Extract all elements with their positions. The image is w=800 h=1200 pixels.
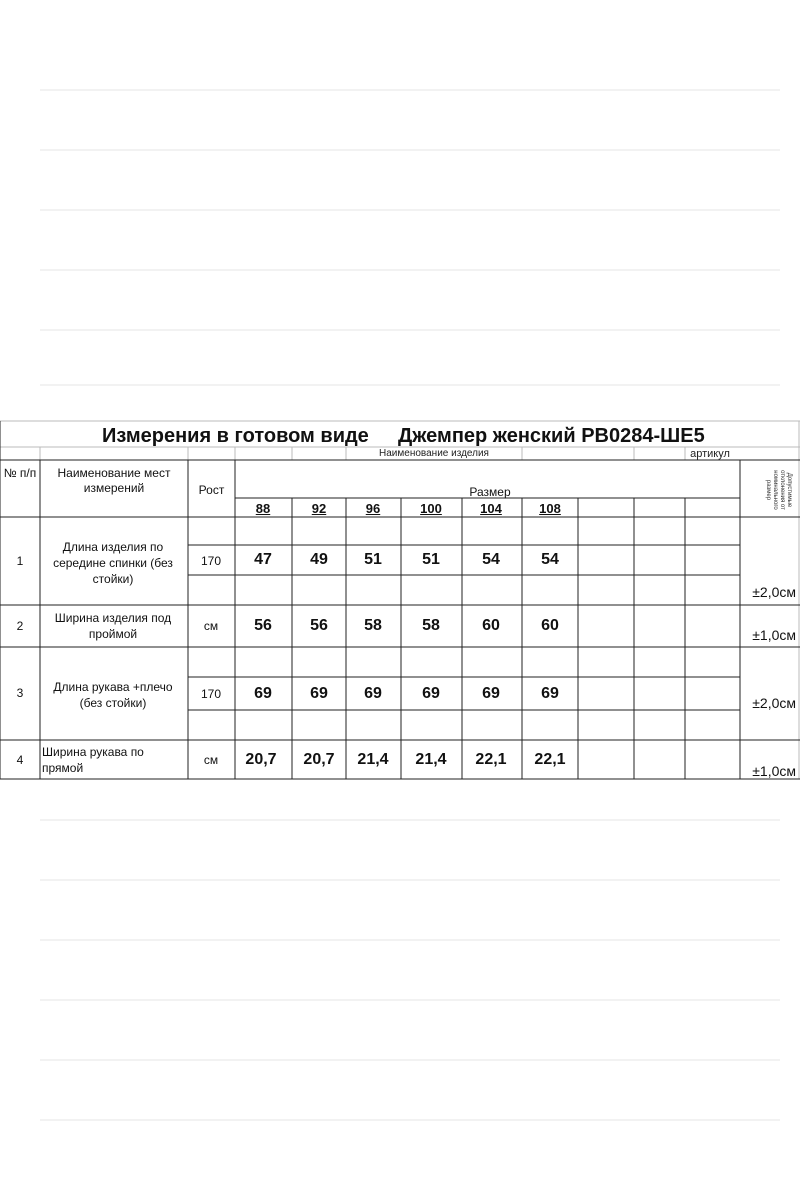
value-cell: 69 [422,685,440,702]
col-header-place: Наименование мест измерений [57,466,171,495]
row-name: Длина рукава +плечо (без стойки) [53,680,173,710]
value-cell: 58 [422,617,440,634]
tolerance-value: ±2,0см [752,695,796,711]
value-cell: 69 [310,685,328,702]
tolerance-value: ±1,0см [752,763,796,779]
value-cell: 47 [254,551,272,568]
row-num: 2 [16,619,24,633]
value-cell: 54 [541,551,559,568]
value-cell: 69 [364,685,382,702]
row-num: 3 [16,686,24,700]
row-name: Ширина изделия под проймой [54,611,172,641]
value-cell: 49 [310,551,328,568]
row-rost: см [203,753,219,767]
col-header-tolerance: Допустимые отклонения от номинального размер [765,470,792,510]
value-cell: 20,7 [303,751,335,768]
col-header-size: Размер [469,485,511,499]
size-88: 88 [255,501,271,516]
value-cell: 54 [482,551,500,568]
page-title: Измерения в готовом виде [102,425,369,447]
size-96: 96 [365,501,381,516]
value-cell: 69 [254,685,272,702]
row-num: 4 [16,753,24,767]
value-cell: 69 [482,685,500,702]
value-cell: 60 [482,617,500,634]
value-cell: 60 [541,617,559,634]
value-cell: 56 [310,617,328,634]
size-92: 92 [311,501,327,516]
col-header-height: Рост [198,483,225,497]
size-108: 108 [539,501,561,516]
value-cell: 51 [422,551,440,568]
row-name: Длина изделия по середине спинки (без стойки) [53,540,173,586]
value-cell: 56 [254,617,272,634]
value-cell: 20,7 [245,751,277,768]
value-cell: 22,1 [475,751,507,768]
row-rost: 170 [200,554,222,568]
row-rost: см [203,619,219,633]
value-cell: 69 [541,685,559,702]
value-cell: 51 [364,551,382,568]
value-cell: 21,4 [415,751,447,768]
product-name-label: Наименование изделия [379,448,489,459]
row-name: Ширина рукава по прямой [42,745,144,775]
row-rost: 170 [200,687,222,701]
product-title: Джемпер женский РВ0284-ШЕ5 [398,425,705,447]
row-num: 1 [16,554,24,568]
value-cell: 21,4 [357,751,389,768]
size-100: 100 [420,501,442,516]
tolerance-value: ±1,0см [752,627,796,643]
value-cell: 58 [364,617,382,634]
value-cell: 22,1 [534,751,566,768]
size-104: 104 [480,501,502,516]
tolerance-value: ±2,0см [752,584,796,600]
col-header-num: № п/п [3,466,37,480]
article-label: артикул [690,448,730,460]
